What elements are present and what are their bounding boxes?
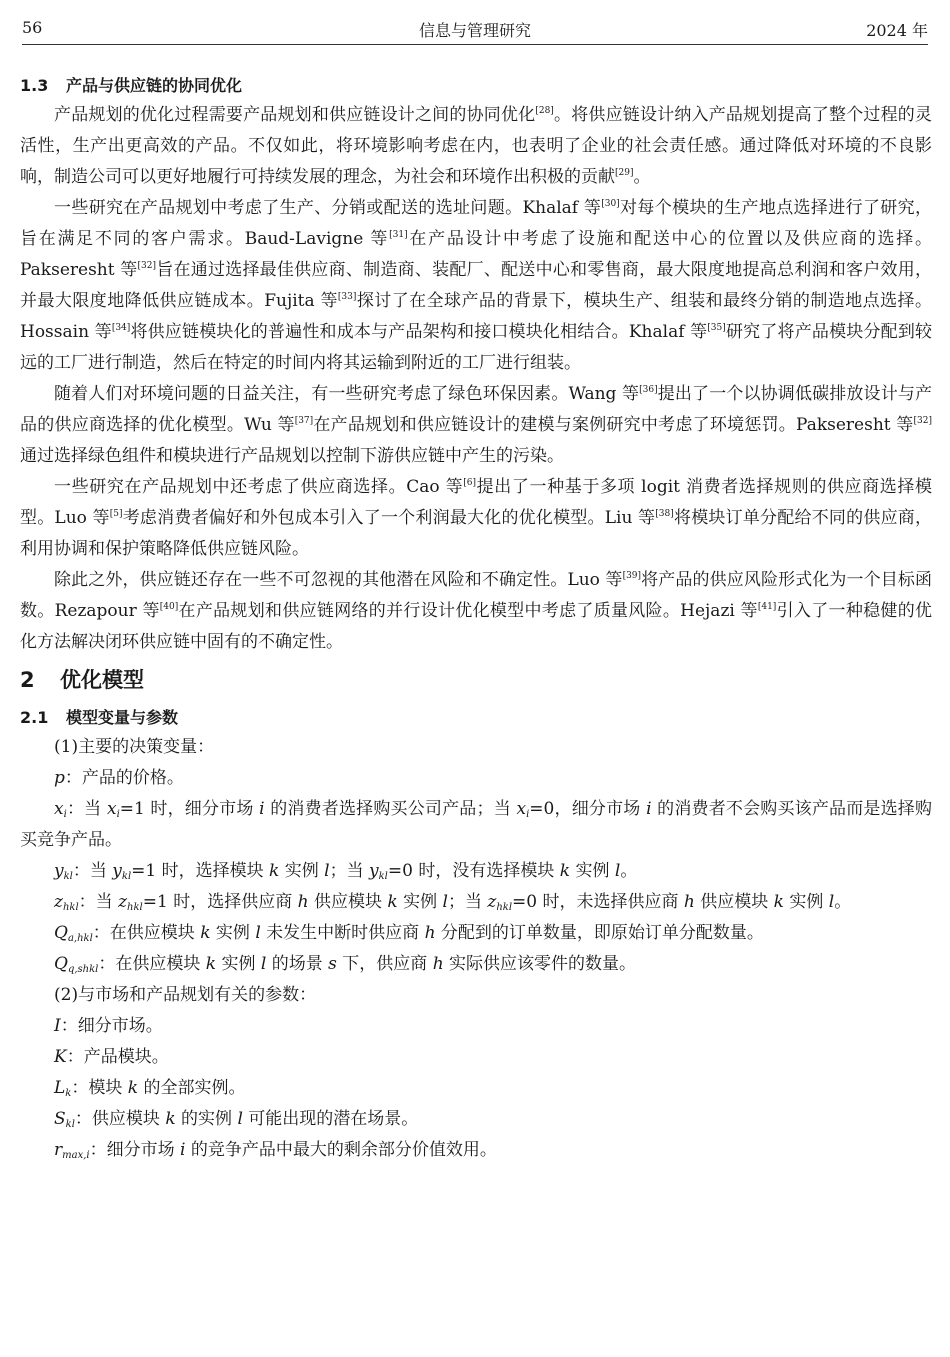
citation: [32] [913, 416, 932, 426]
citation: [35] [707, 323, 726, 333]
citation: [5] [109, 509, 123, 519]
var-z-definition: $z_{hkl}$：当 $z_{hkl}=1$ 时，选择供应商 h 供应模块 k 实例 l；当 $z_{hkl}=0$ 时，未选择供应商 h 供应模块 k 实例 l。 [54, 892, 852, 913]
citation: [39] [622, 571, 642, 581]
var-y-definition: $y_{kl}$：当 $y_{kl}=1$ 时，选择模块 k 实例 l；当 $y_{kl}=0$ 时，没有选择模块 k 实例 l。 [54, 861, 638, 882]
journal-title: 信息与管理研究 [418, 21, 531, 40]
param-I-definition: I：细分市场。 [54, 1016, 163, 1036]
citation: [34] [111, 323, 131, 333]
var-p-definition: p：产品的价格。 [54, 768, 184, 788]
citation: [31] [389, 230, 408, 240]
var-qq-definition: $Q_{q,shkl}$：在供应模块 k 实例 l 的场景 s 下，供应商 h 实际供应该零件的数量。 [54, 954, 637, 975]
param-K-definition: K：产品模块。 [54, 1047, 169, 1067]
paragraph-1: 产品规划的优化过程需要产品规划和供应链设计之间的协同优化[28]。将供应链设计纳入产品规划提高了整个过程的灵活性，生产出更高效的产品。不仅如此，将环境影响考虑在内，也表明了企业的社会责任感。通过降低对环境的不良影响，制造公司可以更好地履行可持续发展的理念，为社会和环境作出积极的贡献[29]。 [20, 105, 932, 187]
citation: [37] [294, 416, 314, 426]
paragraph-4: 一些研究在产品规划中还考虑了供应商选择。Cao 等[6]提出了一种基于多项 logit 消费者选择规则的供应商选择模型。Luo 等[5]考虑消费者偏好和外包成本引入了一个利润最大化的优化模型。Liu 等[38]将模块订单分配给不同的供应商，利用协调和保护策略降低供应链风险。 [20, 477, 933, 559]
param-r-definition: $r_{max,i}$：细分市场 i 的竞争产品中最大的剩余部分价值效用。 [54, 1140, 497, 1161]
var-x-definition: $x_i$：当 $x_i=1$ 时，细分市场 i 的消费者选择购买公司产品；当 $x_i=0$，细分市场 i 的消费者不会购买该产品而是选择购买竞争产品。 [20, 799, 932, 850]
citation: [30] [601, 199, 620, 209]
citation: [6] [463, 478, 477, 488]
citation: [40] [159, 602, 179, 612]
var-qa-definition: $Q_{a,hkl}$：在供应模块 k 实例 l 未发生中断时供应商 h 分配到的订单数量，即原始订单分配数量。 [54, 923, 764, 944]
param-S-definition: $S_{kl}$：供应模块 k 的实例 l 可能出现的潜在场景。 [54, 1109, 419, 1130]
page-body [20, 72, 932, 1166]
param-L-definition: $L_k$：模块 k 的全部实例。 [54, 1078, 246, 1099]
citation: [29] [615, 168, 634, 178]
section-2-1-heading: 2.1 模型变量与参数 [20, 708, 179, 727]
paragraph-2: 一些研究在产品规划中考虑了生产、分销或配送的选址问题。Khalaf 等[30]对每个模块的生产地点选择进行了研究，旨在满足不同的客户需求。Baud-Lavigne 等[31]在产品设计中考虑了设施和配送中心的位置以及供应商的选择。Pakseresht 等[32]旨在通过选择最佳供应商、制造商、装配厂、配送中心和零售商，最大限度地提高总利润和客户效用，并最大限度地降低供应链成本。Fujita 等[33]探讨了在全球产品的背景下，模块生产、组装和最终分销的制造地点选择。Hossain 等[34]将供应链模块化的普遍性和成本与产品架构和接口模块化相结合。Khalaf 等[35]研究了将产品模块分配到较远的工厂进行制造，然后在特定的时间内将其运输到附近的工厂进行组装。 [20, 198, 933, 373]
paragraph-3: 随着人们对环境问题的日益关注，有一些研究考虑了绿色环保因素。Wang 等[36]提出了一个以协调低碳排放设计与产品的供应商选择的优化模型。Wu 等[37]在产品规划和供应链设计的建模与案例研究中考虑了环境惩罚。Pakseresht 等[32]通过选择绿色组件和模块进行产品规划以控制下游供应链中产生的污染。 [20, 384, 932, 466]
parameters-heading: (2)与市场和产品规划有关的参数： [54, 985, 317, 1005]
citation: [36] [639, 385, 658, 395]
citation: [41] [757, 602, 777, 612]
citation: [38] [655, 509, 674, 519]
citation: [32] [137, 261, 156, 271]
paragraph-5: 除此之外，供应链还存在一些不可忽视的其他潜在风险和不确定性。Luo 等[39]将产品的供应风险形式化为一个目标函数。Rezapour 等[40]在产品规划和供应链网络的并行设计优化模型中考虑了质量风险。Hejazi 等[41]引入了一种稳健的优化方法解决闭环供应链中固有的不确定性。 [20, 570, 933, 652]
section-2-heading: 2 优化模型 [20, 668, 144, 692]
page-number: 56 [22, 18, 43, 37]
running-header [22, 18, 928, 45]
section-1-3-heading: 1.3 产品与供应链的协同优化 [20, 76, 243, 95]
decision-variables-heading: (1)主要的决策变量： [54, 737, 215, 757]
publication-year: 2024 年 [866, 21, 928, 40]
citation: [28] [535, 106, 554, 116]
citation: [33] [337, 292, 357, 302]
